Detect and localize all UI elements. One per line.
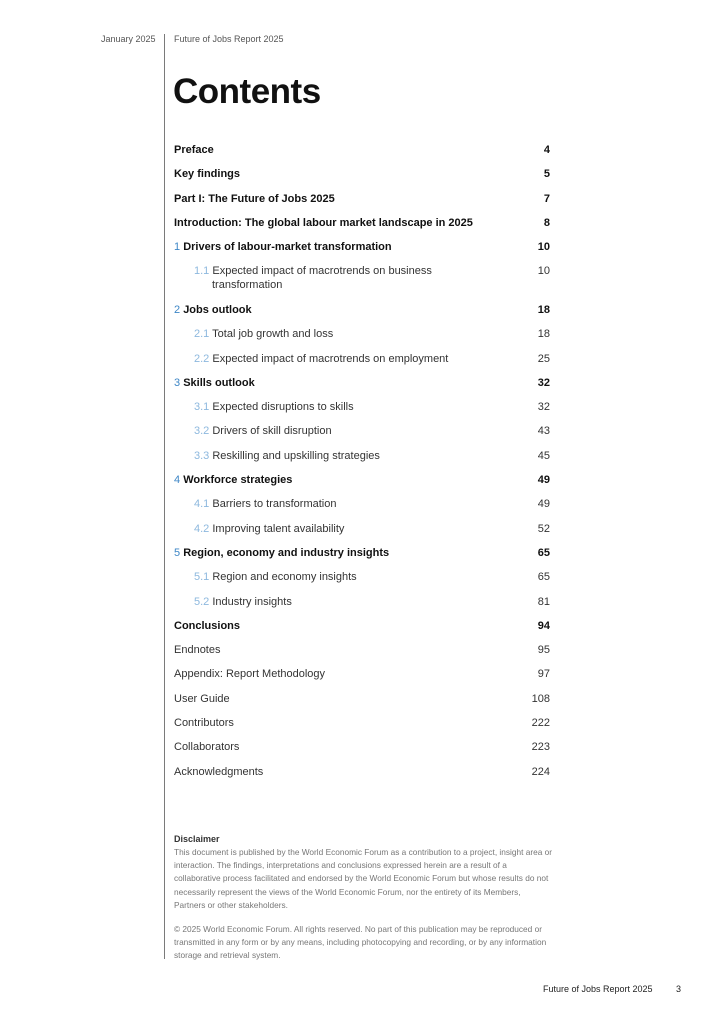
header-date: January 2025 bbox=[101, 34, 156, 44]
toc-entry-label: Region and economy insights bbox=[212, 571, 357, 584]
footer-report-title: Future of Jobs Report 2025 bbox=[543, 984, 653, 994]
toc-entry[interactable] bbox=[174, 594, 550, 618]
toc-section-number: 2 bbox=[174, 303, 181, 316]
toc-entry-label: Appendix: Report Methodology bbox=[174, 668, 326, 681]
toc-page-number: 7 bbox=[543, 192, 550, 205]
toc-entry[interactable] bbox=[174, 472, 550, 496]
toc-entry-label: Preface bbox=[174, 144, 214, 156]
toc-entry[interactable] bbox=[174, 263, 550, 302]
toc-entry-label: Introduction: The global labour market landscape in 2025 bbox=[174, 216, 473, 229]
toc-entry[interactable] bbox=[174, 142, 550, 166]
header-report-title: Future of Jobs Report 2025 bbox=[174, 34, 284, 44]
toc-entry[interactable] bbox=[174, 666, 550, 690]
toc-entry-label: Industry insights bbox=[212, 595, 292, 608]
toc-page-number: 52 bbox=[537, 522, 550, 535]
toc-page-number: 10 bbox=[537, 241, 550, 254]
table-of-contents bbox=[174, 142, 550, 788]
toc-entry-label: User Guide bbox=[174, 692, 230, 705]
toc-entry[interactable] bbox=[174, 545, 550, 569]
toc-entry-title bbox=[174, 303, 252, 317]
toc-entry-title bbox=[174, 167, 240, 181]
toc-entry[interactable] bbox=[174, 375, 550, 399]
toc-entry[interactable] bbox=[174, 423, 550, 447]
toc-page-number: 43 bbox=[537, 425, 550, 438]
toc-entry[interactable] bbox=[174, 496, 550, 520]
footer-page-number: 3 bbox=[676, 984, 682, 994]
toc-section-number: 3.1 bbox=[194, 401, 210, 414]
toc-entry[interactable] bbox=[174, 399, 550, 423]
toc-entry-label: Expected impact of macrotrends on business bbox=[212, 265, 432, 278]
toc-page-number: 94 bbox=[537, 619, 550, 632]
toc-page-number: 224 bbox=[531, 765, 550, 778]
toc-entry-title bbox=[174, 473, 292, 487]
toc-entry-title bbox=[174, 376, 255, 390]
toc-entry-label: Skills outlook bbox=[183, 376, 255, 389]
toc-entry-label: Drivers of skill disruption bbox=[212, 425, 332, 438]
toc-section-number: 5.2 bbox=[194, 595, 210, 608]
toc-section-number: 4 bbox=[174, 474, 181, 487]
toc-page-number: 18 bbox=[537, 303, 550, 316]
toc-entry-title bbox=[194, 352, 448, 366]
toc-entry-label: Acknowledgments bbox=[174, 765, 264, 778]
toc-entry[interactable] bbox=[174, 215, 550, 239]
toc-entry[interactable] bbox=[174, 191, 550, 215]
toc-entry-label: Expected disruptions to skills bbox=[212, 401, 354, 414]
disclaimer-text: This document is published by the World Economic Forum as a contribution to a project, insight area or interaction. The findings, interpretations and conclusions expressed herein are a result of a collaborative process facilitated and endorsed by the World Economic Forum but whose results do not necessarily represent the views of the World Economic Forum, nor the entirety of its Members, Partners or other stakeholders. bbox=[174, 847, 553, 910]
toc-page-number: 223 bbox=[531, 741, 550, 754]
toc-entry-title bbox=[174, 143, 214, 157]
toc-section-number: 3.3 bbox=[194, 449, 210, 462]
toc-page-number: 25 bbox=[537, 352, 550, 365]
toc-entry-title bbox=[194, 570, 357, 584]
toc-entry[interactable] bbox=[174, 302, 550, 326]
toc-section-number: 3.2 bbox=[194, 425, 210, 438]
toc-entry-title bbox=[194, 449, 380, 463]
toc-entry-label: Expected impact of macrotrends on employment bbox=[212, 352, 449, 365]
toc-entry-title bbox=[194, 595, 292, 609]
toc-page-number: 65 bbox=[537, 571, 550, 584]
toc-entry[interactable] bbox=[174, 642, 550, 666]
toc-section-number: 3 bbox=[174, 376, 181, 389]
toc-entry-title bbox=[194, 424, 332, 438]
toc-section-number: 5 bbox=[174, 546, 181, 559]
copyright-text: © 2025 World Economic Forum. All rights reserved. No part of this publication may be reproduced or transmitted in any form or by any means, including photocopying and recording, or by any information storage and retrieval system. bbox=[174, 924, 547, 961]
toc-entry-title bbox=[194, 264, 454, 292]
toc-entry[interactable] bbox=[174, 715, 550, 739]
toc-entry-label: Key findings bbox=[174, 168, 241, 181]
toc-section-number: 1.1 bbox=[194, 265, 210, 278]
toc-entry-label: Improving talent availability bbox=[212, 522, 345, 535]
toc-page-number: 97 bbox=[537, 668, 550, 681]
toc-entry[interactable] bbox=[174, 239, 550, 263]
toc-page-number: 222 bbox=[531, 717, 550, 730]
toc-section-number: 2.1 bbox=[194, 328, 210, 341]
toc-entry-label: Barriers to transformation bbox=[212, 498, 337, 511]
toc-entry-title bbox=[174, 546, 389, 560]
toc-entry-title bbox=[174, 716, 234, 730]
toc-entry[interactable] bbox=[174, 739, 550, 763]
toc-entry-title bbox=[194, 400, 354, 414]
toc-entry[interactable] bbox=[174, 618, 550, 642]
toc-entry[interactable] bbox=[174, 351, 550, 375]
toc-page-number: 32 bbox=[537, 376, 550, 389]
vertical-divider bbox=[164, 34, 165, 959]
toc-page-number: 4 bbox=[543, 144, 550, 156]
toc-entry-label: Collaborators bbox=[174, 741, 240, 754]
toc-entry-title bbox=[174, 192, 335, 206]
toc-section-number: 1 bbox=[174, 241, 181, 254]
toc-entry-label: Contributors bbox=[174, 717, 234, 730]
toc-page-number: 49 bbox=[537, 498, 550, 511]
toc-entry[interactable] bbox=[174, 166, 550, 190]
toc-page-number: 10 bbox=[537, 265, 550, 278]
toc-section-number: 5.1 bbox=[194, 571, 210, 584]
toc-entry-label: Drivers of labour-market transformation bbox=[183, 241, 392, 254]
toc-entry-title bbox=[174, 216, 473, 230]
toc-entry-label: Part I: The Future of Jobs 2025 bbox=[174, 192, 335, 205]
toc-entry-label: Endnotes bbox=[174, 644, 221, 657]
toc-page-number: 45 bbox=[537, 449, 550, 462]
toc-page-number: 5 bbox=[543, 168, 550, 181]
toc-entry-label: Conclusions bbox=[174, 619, 241, 632]
toc-page-number: 32 bbox=[537, 401, 550, 414]
toc-entry-title bbox=[194, 327, 333, 341]
toc-section-number: 4.2 bbox=[194, 522, 210, 535]
toc-entry-title bbox=[174, 643, 220, 657]
toc-entry[interactable] bbox=[174, 521, 550, 545]
toc-entry-label: Workforce strategies bbox=[183, 474, 293, 487]
page-title: Contents bbox=[173, 72, 321, 111]
toc-entry-label: Jobs outlook bbox=[183, 303, 252, 316]
toc-entry[interactable] bbox=[174, 448, 550, 472]
toc-entry-title bbox=[194, 497, 336, 511]
toc-page-number: 95 bbox=[537, 644, 550, 657]
toc-entry[interactable] bbox=[174, 326, 550, 350]
toc-entry-label: Total job growth and loss bbox=[212, 328, 334, 341]
toc-entry-title bbox=[174, 765, 263, 779]
toc-section-number: 2.2 bbox=[194, 352, 210, 365]
toc-entry[interactable] bbox=[174, 569, 550, 593]
toc-page-number: 18 bbox=[537, 328, 550, 341]
toc-page-number: 49 bbox=[537, 474, 550, 487]
toc-entry[interactable] bbox=[174, 764, 550, 788]
toc-entry-title bbox=[174, 240, 392, 254]
toc-page-number: 108 bbox=[531, 692, 550, 705]
toc-page-number: 81 bbox=[537, 595, 550, 608]
toc-page-number: 65 bbox=[537, 546, 550, 559]
toc-entry-title bbox=[174, 619, 240, 633]
toc-entry-label: Reskilling and upskilling strategies bbox=[212, 449, 380, 462]
disclaimer-title: Disclaimer bbox=[174, 834, 220, 844]
toc-entry-title bbox=[174, 692, 230, 706]
toc-entry-title bbox=[174, 667, 325, 681]
toc-entry-title bbox=[194, 522, 344, 536]
toc-page-number: 8 bbox=[543, 216, 550, 229]
toc-entry-label: Region, economy and industry insights bbox=[183, 546, 390, 559]
toc-entry-title bbox=[174, 740, 239, 754]
toc-entry-label-continued: transformation bbox=[212, 279, 283, 292]
toc-section-number: 4.1 bbox=[194, 498, 210, 511]
toc-entry[interactable] bbox=[174, 691, 550, 715]
